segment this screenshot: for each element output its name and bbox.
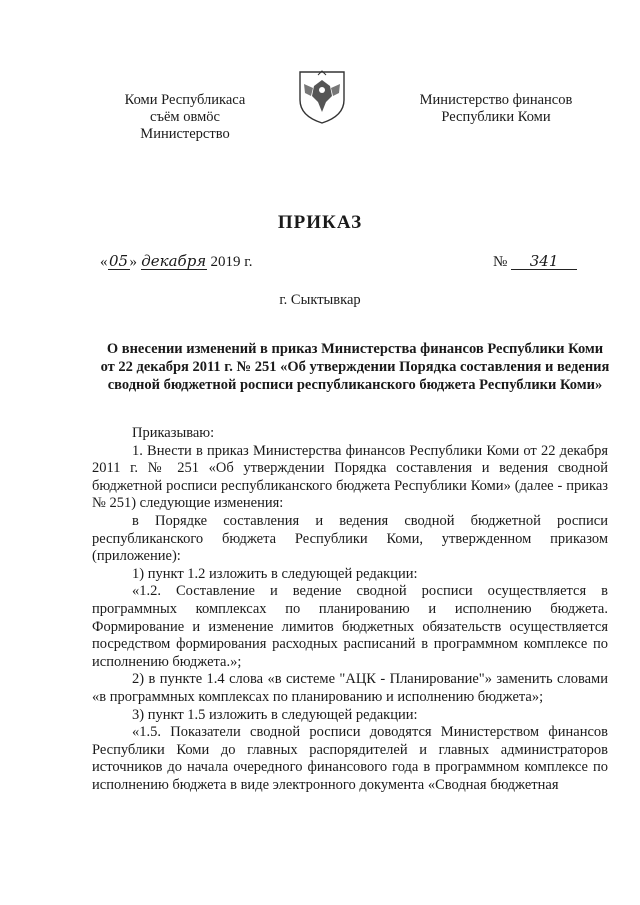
header-right-line: Республики Коми (441, 109, 551, 125)
body-paragraph: «1.5. Показатели сводной росписи доводятся Министерством финансов Республики Коми до главных распорядителей и главных администраторов источников до начала очередного финансового года в программном комплексе по исполнению бюджета в виде электронного документа «Сводная бюджетная (92, 724, 608, 793)
date-day: 05 (108, 252, 129, 270)
header-left-line: Министерство (140, 126, 230, 142)
header-left-block (100, 92, 270, 143)
header-right-line: Министерство финансов (419, 92, 573, 108)
body-paragraph: Приказываю: (132, 425, 215, 441)
date-close-quote: » (129, 254, 137, 270)
document-number (493, 254, 577, 271)
body-paragraph: 2) в пункте 1.4 слова «в системе "АЦК - Планирование"» заменить словами «в программных комплексах по планированию и исполнению бюджета»; (92, 671, 608, 705)
date-year: 2019 г. (210, 254, 253, 270)
header-right-block (396, 92, 596, 126)
date-month: декабря (141, 252, 207, 270)
body-paragraph: «1.2. Составление и ведение сводной росписи осуществляется в программных комплексах по планированию и исполнению бюджета. Формирование и изменение лимитов бюджетных обязательств осуществляется посредством формирования расходных расписаний в программном комплексе по исполнению бюджета.»; (92, 583, 608, 670)
coat-of-arms-icon (296, 66, 348, 126)
body-paragraph: 3) пункт 1.5 изложить в следующей редакции: (132, 706, 418, 723)
body-paragraph: в Порядке составления и ведения сводной бюджетной росписи республиканского бюджета Республики Коми, утвержденном приказом (приложение): (92, 512, 608, 565)
header-left-line: Коми Республикаса (124, 92, 246, 108)
coat-of-arms-emblem (296, 66, 348, 126)
number-value: 341 (511, 254, 577, 270)
number-label: № (493, 254, 508, 270)
document-body (92, 425, 608, 794)
document-title: ПРИКАЗ (277, 212, 363, 233)
document-subject: О внесении изменений в приказ Министерства финансов Республики Коми от 22 декабря 2011 г. № 251 «Об утверждении Порядка составления и ведения сводной бюджетной росписи республиканского бюджета Республики Коми» (100, 341, 610, 393)
body-paragraph: 1) пункт 1.2 изложить в следующей редакции: (132, 565, 418, 582)
document-city: г. Сыктывкар (279, 292, 361, 308)
document-date (100, 254, 252, 271)
body-paragraph: 1. Внести в приказ Министерства финансов Республики Коми от 22 декабря 2011 г. № 251 «Об утверждении Порядка составления и ведения сводной бюджетной росписи республиканского бюджета Республики Коми» (далее - приказ № 251) следующие изменения: (92, 442, 608, 512)
date-open-quote: « (100, 254, 108, 270)
header-left-line: съём овмöс (150, 109, 220, 125)
